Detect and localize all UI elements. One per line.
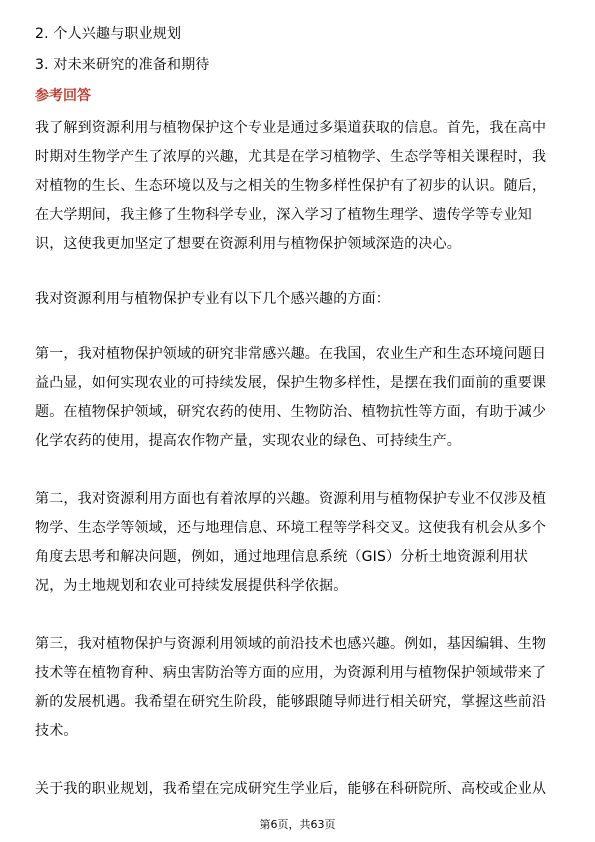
paragraph-5-line: 第三，我对植物保护与资源利用领域的前沿技术也感兴趣。例如，基因编辑、生物 <box>35 636 547 652</box>
paragraph-4-line: 况，为土地规划和农业可持续发展提供科学依据。 <box>35 578 348 594</box>
paragraph-5-line: 技术。 <box>35 723 78 739</box>
paragraph-1-line: 在大学期间，我主修了生物科学专业，深入学习了植物生理学、遗传学等专业知 <box>35 207 532 223</box>
page-number-footer: 第6页，共63页 <box>259 818 336 831</box>
paragraph-4-line: 物学、生态学等领域，还与地理信息、环境工程等学科交叉。这使我有机会从多个 <box>35 520 547 536</box>
paragraph-1-line: 对植物的生长、生态环境以及与之相关的生物多样性保护有了初步的认识。随后， <box>35 178 547 194</box>
paragraph-4-line: 角度去思考和解决问题，例如，通过地理信息系统（GIS）分析土地资源利用状 <box>35 549 529 565</box>
answer-heading: 参考回答 <box>35 88 91 104</box>
list-item-2: 2. 个人兴趣与职业规划 <box>35 26 182 42</box>
paragraph-3-line: 化学农药的使用，提高农作物产量，实现农业的绿色、可持续生产。 <box>35 433 461 449</box>
paragraph-4-line: 第二，我对资源利用方面也有着浓厚的兴趣。资源利用与植物保护专业不仅涉及植 <box>35 491 547 507</box>
paragraph-1-line: 我了解到资源利用与植物保护这个专业是通过多渠道获取的信息。首先，我在高中 <box>35 120 547 136</box>
paragraph-2-line: 我对资源利用与植物保护专业有以下几个感兴趣的方面： <box>35 291 390 307</box>
paragraph-6-line: 关于我的职业规划，我希望在完成研究生学业后，能够在科研院所、高校或企业从 <box>35 781 547 797</box>
paragraph-3-line: 第一，我对植物保护领域的研究非常感兴趣。在我国，农业生产和生态环境问题日 <box>35 346 547 362</box>
paragraph-1-line: 识，这使我更加坚定了想要在资源利用与植物保护领域深造的决心。 <box>35 236 461 252</box>
paragraph-5-line: 新的发展机遇。我希望在研究生阶段，能够跟随导师进行相关研究，掌握这些前沿 <box>35 694 547 710</box>
paragraph-1-line: 时期对生物学产生了浓厚的兴趣，尤其是在学习植物学、生态学等相关课程时，我 <box>35 149 547 165</box>
list-item-3: 3. 对未来研究的准备和期待 <box>35 57 210 73</box>
paragraph-5-line: 技术等在植物育种、病虫害防治等方面的应用，为资源利用与植物保护领域带来了 <box>35 665 547 681</box>
paragraph-3-line: 益凸显，如何实现农业的可持续发展，保护生物多样性，是摆在我们面前的重要课 <box>35 375 547 391</box>
paragraph-3-line: 题。在植物保护领域，研究农药的使用、生物防治、植物抗性等方面，有助于减少 <box>35 404 547 420</box>
